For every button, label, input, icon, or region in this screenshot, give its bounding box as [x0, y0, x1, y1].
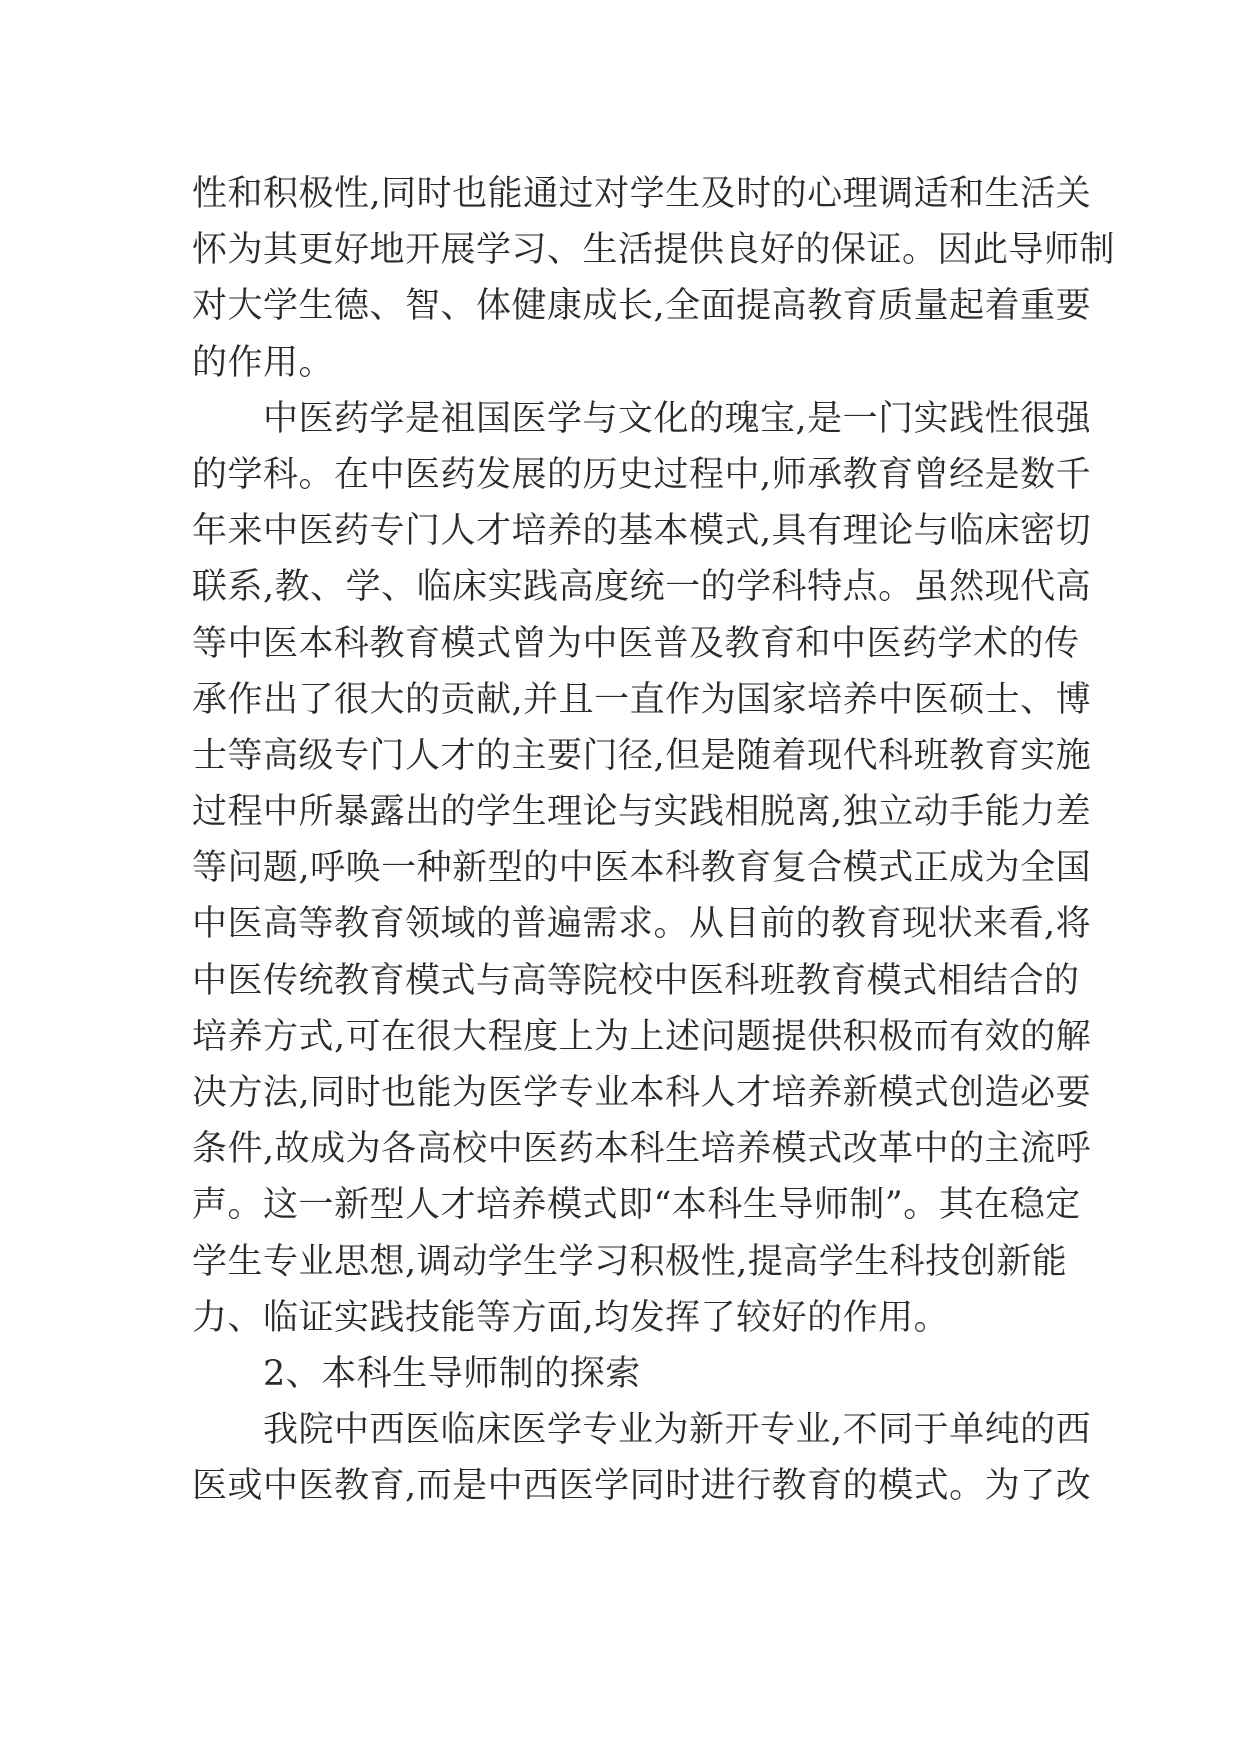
text-line: 学生专业思想,调动学生学习积极性,提高学生科技创新能 — [192, 1241, 1068, 1282]
text-line: 力、临证实践技能等方面,均发挥了较好的作用。 — [192, 1297, 950, 1338]
text-line: 的学科。在中医药发展的历史过程中,师承教育曾经是数千 — [192, 454, 1092, 495]
text-line: 士等高级专门人才的主要门径,但是随着现代科班教育实施 — [192, 735, 1092, 776]
text-line: 声。这一新型人才培养模式即“本科生导师制”。其在稳定 — [192, 1185, 1081, 1226]
text-line: 我院中西医临床医学专业为新开专业,不同于单纯的西 — [192, 1410, 1092, 1451]
document-body — [192, 166, 1116, 1515]
text-line: 中医药学是祖国医学与文化的瑰宝,是一门实践性很强 — [192, 398, 1092, 439]
text-line: 决方法,同时也能为医学专业本科人才培养新模式创造必要 — [192, 1073, 1092, 1113]
text-line: 条件,故成为各高校中医药本科生培养模式改革中的主流呼 — [192, 1129, 1092, 1170]
text-line: 性和积极性,同时也能通过对学生及时的心理调适和生活关 — [192, 174, 1092, 214]
text-line: 怀为其更好地开展学习、生活提供良好的保证。因此导师制 — [192, 230, 1116, 271]
section-heading: 2、本科生导师制的探索 — [192, 1353, 641, 1394]
text-line: 年来中医药专门人才培养的基本模式,具有理论与临床密切 — [192, 511, 1092, 552]
text-line: 对大学生德、智、体健康成长,全面提高教育质量起着重要 — [192, 286, 1092, 327]
text-line: 承作出了很大的贡献,并且一直作为国家培养中医硕士、博 — [192, 679, 1092, 720]
text-line: 中医传统教育模式与高等院校中医科班教育模式相结合的 — [192, 960, 1080, 1001]
text-line: 联系,教、学、临床实践高度统一的学科特点。虽然现代高 — [192, 567, 1092, 608]
text-line: 等问题,呼唤一种新型的中医本科教育复合模式正成为全国 — [192, 848, 1092, 889]
text-line: 医或中医教育,而是中西医学同时进行教育的模式。为了改 — [192, 1466, 1092, 1507]
text-line: 的作用。 — [192, 342, 335, 383]
text-line: 过程中所暴露出的学生理论与实践相脱离,独立动手能力差 — [192, 792, 1092, 833]
text-line: 等中医本科教育模式曾为中医普及教育和中医药学术的传 — [192, 623, 1080, 664]
text-line: 培养方式,可在很大程度上为上述问题提供积极而有效的解 — [192, 1016, 1092, 1057]
text-line: 中医高等教育领域的普遍需求。从目前的教育现状来看,将 — [192, 904, 1092, 945]
